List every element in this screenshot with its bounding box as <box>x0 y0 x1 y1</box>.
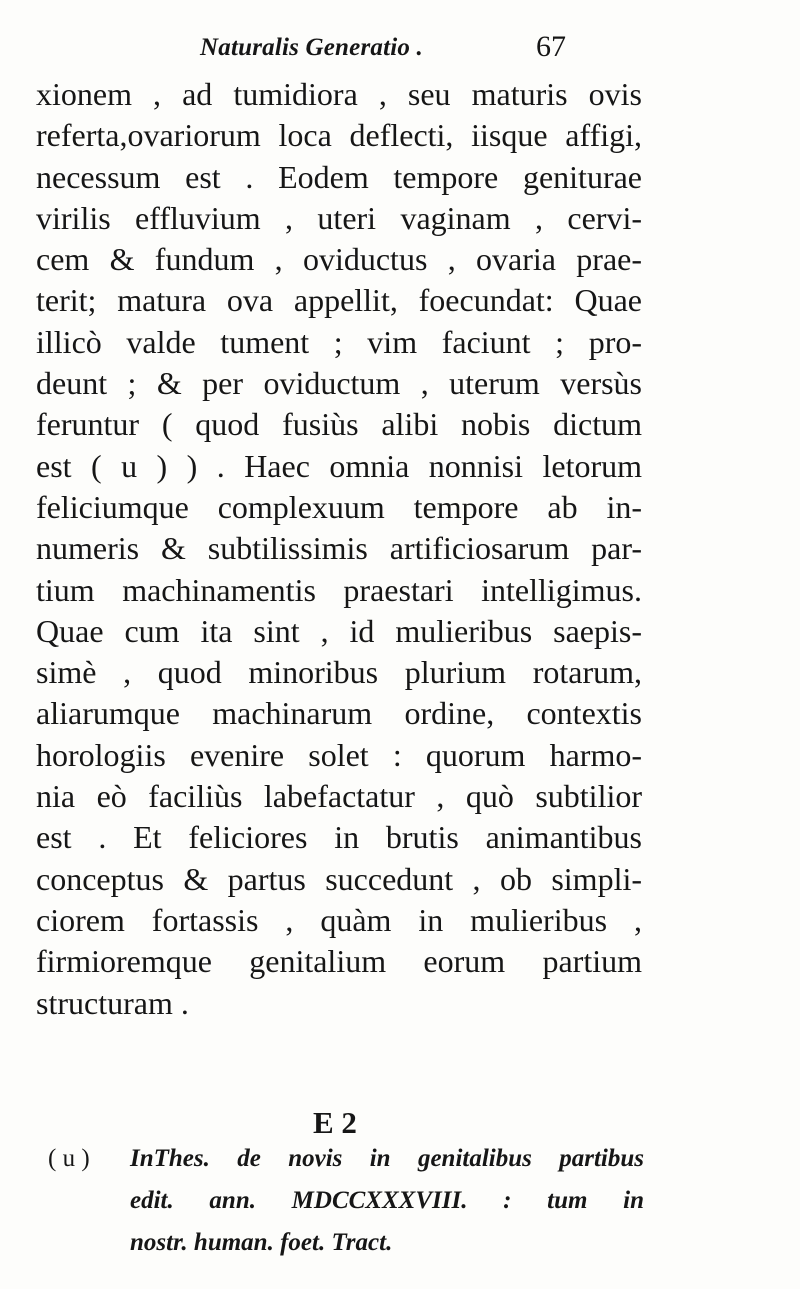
page-number: 67 <box>536 30 566 63</box>
text-line: aliarumque machinarum ordine, contextis <box>36 695 642 732</box>
text-line: xionem , ad tumidiora , seu maturis ovis <box>36 76 642 112</box>
text-line: referta,ovariorum loca deflecti, iisque affigi, <box>36 117 642 154</box>
text-line: horologiis evenire solet : quorum harmo- <box>36 736 642 773</box>
signature-mark: E 2 <box>313 1105 357 1140</box>
footnote-line: nostr. human. foet. Tract. <box>130 1229 393 1256</box>
text-line: est . Et feliciores in brutis animantibus <box>36 819 642 856</box>
text-line: feruntur ( quod fusiùs alibi nobis dictum <box>36 406 642 443</box>
text-line: terit; matura ova appellit, foecundat: Quae <box>36 282 642 319</box>
text-line: numeris & subtilissimis artificiosarum par- <box>36 530 642 567</box>
text-line: firmioremque genitalium eorum partium <box>36 943 642 980</box>
text-line: cem & fundum , oviductus , ovaria prae- <box>36 241 642 278</box>
text-line: deunt ; & per oviductum , uterum versùs <box>36 365 642 402</box>
footnote-line <box>48 1138 644 1180</box>
text-line: est ( u ) ) . Haec omnia nonnisi letorum <box>36 447 642 484</box>
text-line-last: structuram . <box>36 984 189 1021</box>
text-line: feliciumque complexuum tempore ab in- <box>36 488 642 525</box>
text-line: conceptus & partus succedunt , ob simpli- <box>36 860 642 897</box>
text-line: illicò valde tument ; vim faciunt ; pro- <box>36 323 642 360</box>
footnote-marker: ( u ) <box>48 1145 90 1172</box>
text-line: Quae cum ita sint , id mulieribus saepis- <box>36 612 642 649</box>
text-line: tium machinamentis praestari intelligimus. <box>36 571 642 608</box>
page-header <box>190 30 610 72</box>
footnote-line: edit. ann. MDCCXXXVIII. : tum in <box>130 1187 644 1214</box>
text-line: virilis effluvium , uteri vaginam , cervi- <box>36 199 642 236</box>
footnote <box>48 1138 644 1264</box>
text-line: ciorem fortassis , quàm in mulieribus , <box>36 901 642 938</box>
body-text <box>36 74 642 1024</box>
running-title: Naturalis Generatio . <box>200 34 423 61</box>
text-line: necessum est . Eodem tempore geniturae <box>36 158 642 195</box>
text-line: simè , quod minoribus plurium rotarum, <box>36 654 642 691</box>
text-line: nia eò faciliùs labefactatur , quò subtilior <box>36 778 642 815</box>
footnote-text: InThes. de novis in genitalibus partibus <box>130 1145 644 1172</box>
